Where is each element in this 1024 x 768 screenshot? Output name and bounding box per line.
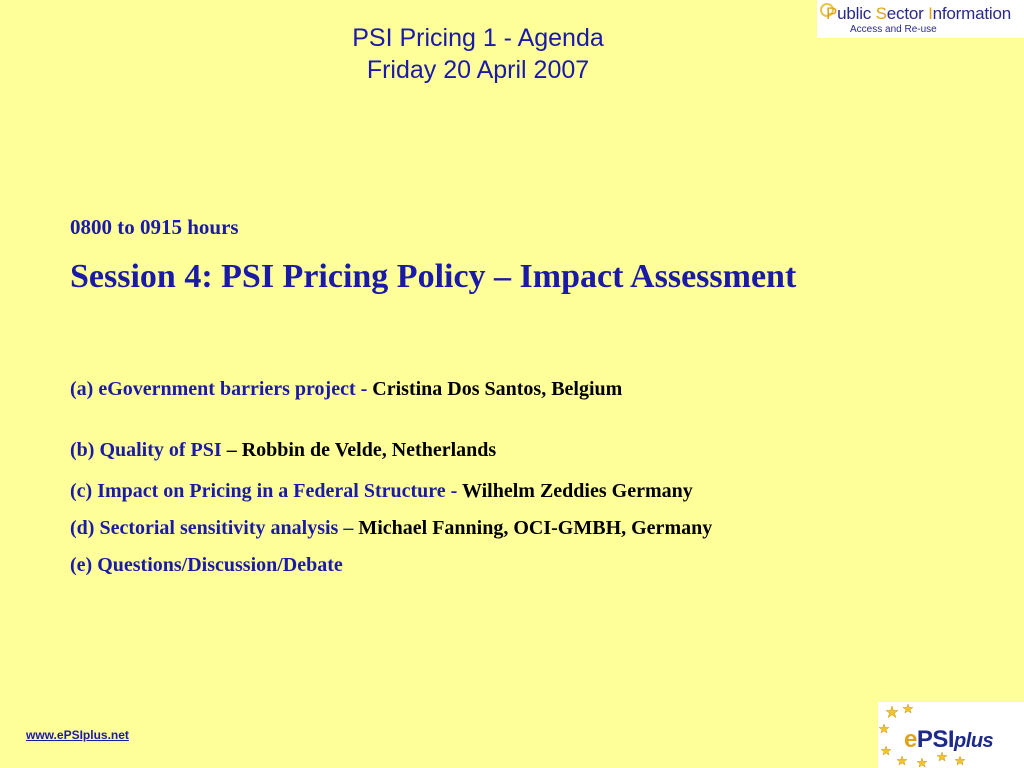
psi-logo-wordmark: Public Sector Information <box>826 4 1011 23</box>
session-title: Session 4: PSI Pricing Policy – Impact Assessment <box>70 258 797 295</box>
slide-title <box>248 22 708 86</box>
epsiplus-wordmark: ePSIplus <box>904 726 994 753</box>
agenda-item-a <box>70 378 622 401</box>
psi-logo-tagline: Access and Re-use <box>850 24 937 35</box>
agenda-item-b <box>70 439 496 462</box>
epsiplus-logo <box>878 702 1024 768</box>
session-time: 0800 to 0915 hours <box>70 215 239 239</box>
public-sector-information-logo <box>817 0 1024 38</box>
agenda-topic: (b) Quality of PSI <box>70 439 227 461</box>
title-line-2: Friday 20 April 2007 <box>366 56 590 84</box>
agenda-speaker: Michael Fanning, OCI-GMBH, Germany <box>358 517 713 539</box>
agenda-item-e <box>70 554 343 577</box>
agenda-item-d <box>70 517 712 540</box>
epsiplus-website-link[interactable]: www.ePSIplus.net <box>26 728 129 742</box>
agenda-speaker: – Robbin de Velde, Netherlands <box>226 439 497 461</box>
agenda-item-c <box>70 480 693 503</box>
agenda-topic: (a) eGovernment barriers project - <box>70 378 373 400</box>
title-line-1: PSI Pricing 1 - Agenda <box>352 24 604 52</box>
agenda-topic: (c) Impact on Pricing in a Federal Structure - <box>70 480 462 502</box>
agenda-topic: (d) Sectorial sensitivity analysis – <box>70 517 359 539</box>
agenda-speaker: Wilhelm Zeddies Germany <box>461 480 693 502</box>
agenda-speaker: Cristina Dos Santos, Belgium <box>372 378 623 400</box>
agenda-topic: (e) Questions/Discussion/Debate <box>70 554 343 576</box>
